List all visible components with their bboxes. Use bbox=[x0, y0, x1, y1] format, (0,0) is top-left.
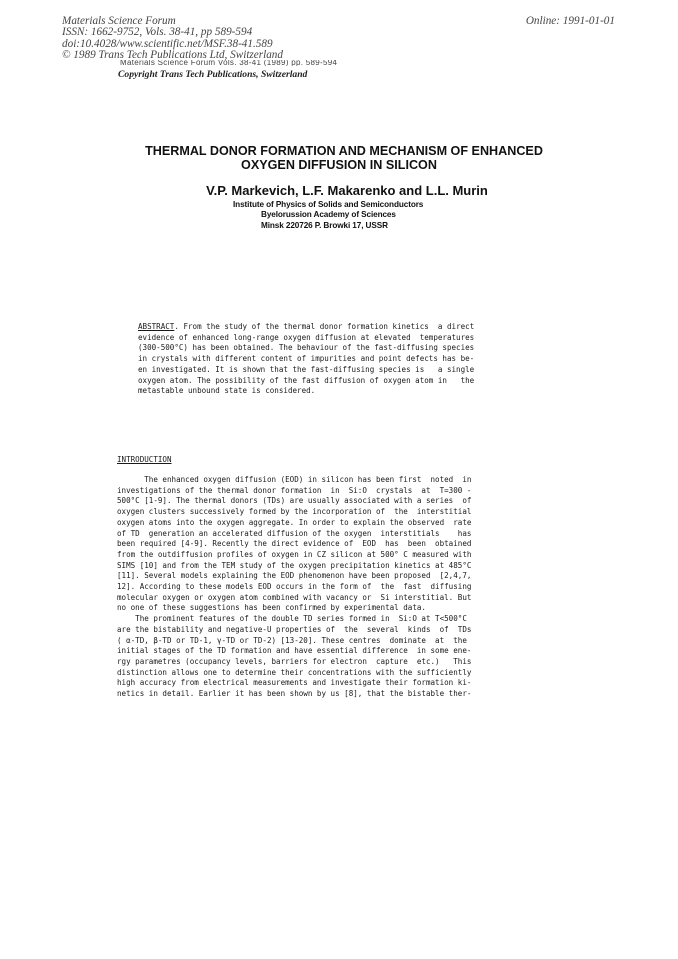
section-heading-introduction: INTRODUCTION bbox=[117, 455, 172, 464]
introduction-line: high accuracy from electrical measurements and investigate their formation ki- bbox=[117, 678, 472, 688]
abstract-line: oxygen atom. The possibility of the fast diffusion of oxygen atom in the bbox=[138, 375, 475, 385]
affiliation-line: Byelorussion Academy of Sciences bbox=[261, 210, 396, 220]
affiliation-line: Minsk 220726 P. Browki 17, USSR bbox=[261, 220, 388, 230]
introduction-line: The enhanced oxygen diffusion (EOD) in silicon has been first noted in bbox=[117, 475, 472, 484]
introduction-line: investigations of the thermal donor formation in Si:O crystals at T=300 - bbox=[117, 485, 472, 495]
introduction-line: from the outdiffusion profiles of oxygen in CZ silicon at 500° C measured with bbox=[117, 549, 472, 559]
journal-header-line: ISSN: 1662-9752, Vols. 38-41, pp 589-594 bbox=[62, 26, 253, 39]
abstract-line bbox=[138, 322, 548, 333]
abstract-line: (300-500°C) has been obtained. The behaviour of the fast-diffusing species bbox=[138, 343, 475, 353]
introduction-line: initial stages of the TD formation and have essential difference in some ene- bbox=[117, 646, 472, 656]
affiliation-line: Institute of Physics of Solids and Semiconductors bbox=[233, 200, 424, 209]
introduction-line: rgy parametres (occupancy levels, barriers for electron capture etc.) This bbox=[117, 656, 472, 666]
truncated-citation-line: Materials Science Forum Vols. 38-41 (1989) pp. 589-594 bbox=[120, 60, 338, 66]
introduction-line: The prominent features of the double TD series formed in Si:O at T<500°C bbox=[117, 614, 467, 624]
abstract-line: evidence of enhanced long-range oxygen diffusion at elevated temperatures bbox=[138, 332, 475, 342]
paper-title-line: OXYGEN DIFFUSION IN SILICON bbox=[241, 157, 437, 172]
introduction-line: no one of these suggestions has been confirmed by experimental data. bbox=[117, 603, 426, 613]
introduction-body bbox=[117, 475, 549, 700]
online-date: Online: 1991-01-01 bbox=[525, 15, 615, 27]
introduction-line: 500°C [1-9]. The thermal donors (TDs) are usually associated with a series of bbox=[117, 496, 472, 506]
paper-title bbox=[0, 145, 678, 172]
abstract-line: en investigated. It is shown that the fast-diffusing species is a single bbox=[138, 364, 475, 374]
journal-header-line: doi:10.4028/www.scientific.net/MSF.38-41.589 bbox=[62, 37, 273, 50]
introduction-line: netics in detail. Earlier it has been shown by us [8], that the bistable ther- bbox=[117, 689, 472, 699]
copyright-notice: Copyright Trans Tech Publications, Switzerland bbox=[118, 69, 308, 80]
introduction-line: 12]. According to these models EOD occurs in the form of the fast diffusing bbox=[117, 582, 472, 592]
journal-header-line: Materials Science Forum bbox=[62, 15, 176, 27]
journal-header bbox=[62, 16, 283, 62]
abstract-line-text: . From the study of the thermal donor formation kinetics a direct bbox=[174, 322, 475, 331]
paper-authors: V.P. Markevich, L.F. Makarenko and L.L. Murin bbox=[206, 183, 488, 198]
introduction-line: SIMS [10] and from the TEM study of the oxygen precipitation kinetics at 485°C bbox=[117, 560, 472, 570]
introduction-line: of TD generation an accelerated diffusion of the oxygen interstitials has bbox=[117, 528, 472, 538]
abstract bbox=[138, 322, 548, 397]
introduction-line: ( α-TD, β-TD or TD-1, γ-TD or TD-2) [13-20]. These centres dominate at the bbox=[117, 635, 467, 645]
abstract-label: ABSTRACT bbox=[138, 322, 175, 331]
abstract-line: metastable unbound state is considered. bbox=[138, 386, 316, 396]
introduction-line: oxygen clusters successively formed by the incorporation of the interstitial bbox=[117, 507, 472, 517]
introduction-line: been required [4-9]. Recently the direct evidence of EOD has been obtained bbox=[117, 539, 472, 549]
paper-title-line: THERMAL DONOR FORMATION AND MECHANISM OF ENHANCED bbox=[145, 144, 543, 158]
journal-header-line: © 1989 Trans Tech Publications Ltd, Switzerland bbox=[62, 49, 283, 62]
introduction-line: molecular oxygen or oxygen atom combined with vacancy or Si interstitial. But bbox=[117, 592, 472, 602]
introduction-line: [11]. Several models explaining the EOD phenomenon have been proposed [2,4,7, bbox=[117, 571, 472, 581]
abstract-line: in crystals with different content of impurities and point defects has be- bbox=[138, 354, 475, 364]
author-affiliation bbox=[233, 200, 423, 231]
introduction-line: distinction allows one to determine their concentrations with the sufficiently bbox=[117, 667, 472, 677]
introduction-line: oxygen atoms into the oxygen aggregate. In order to explain the observed rate bbox=[117, 517, 472, 527]
introduction-line: are the bistability and negative-U properties of the several kinds of TDs bbox=[117, 624, 472, 634]
